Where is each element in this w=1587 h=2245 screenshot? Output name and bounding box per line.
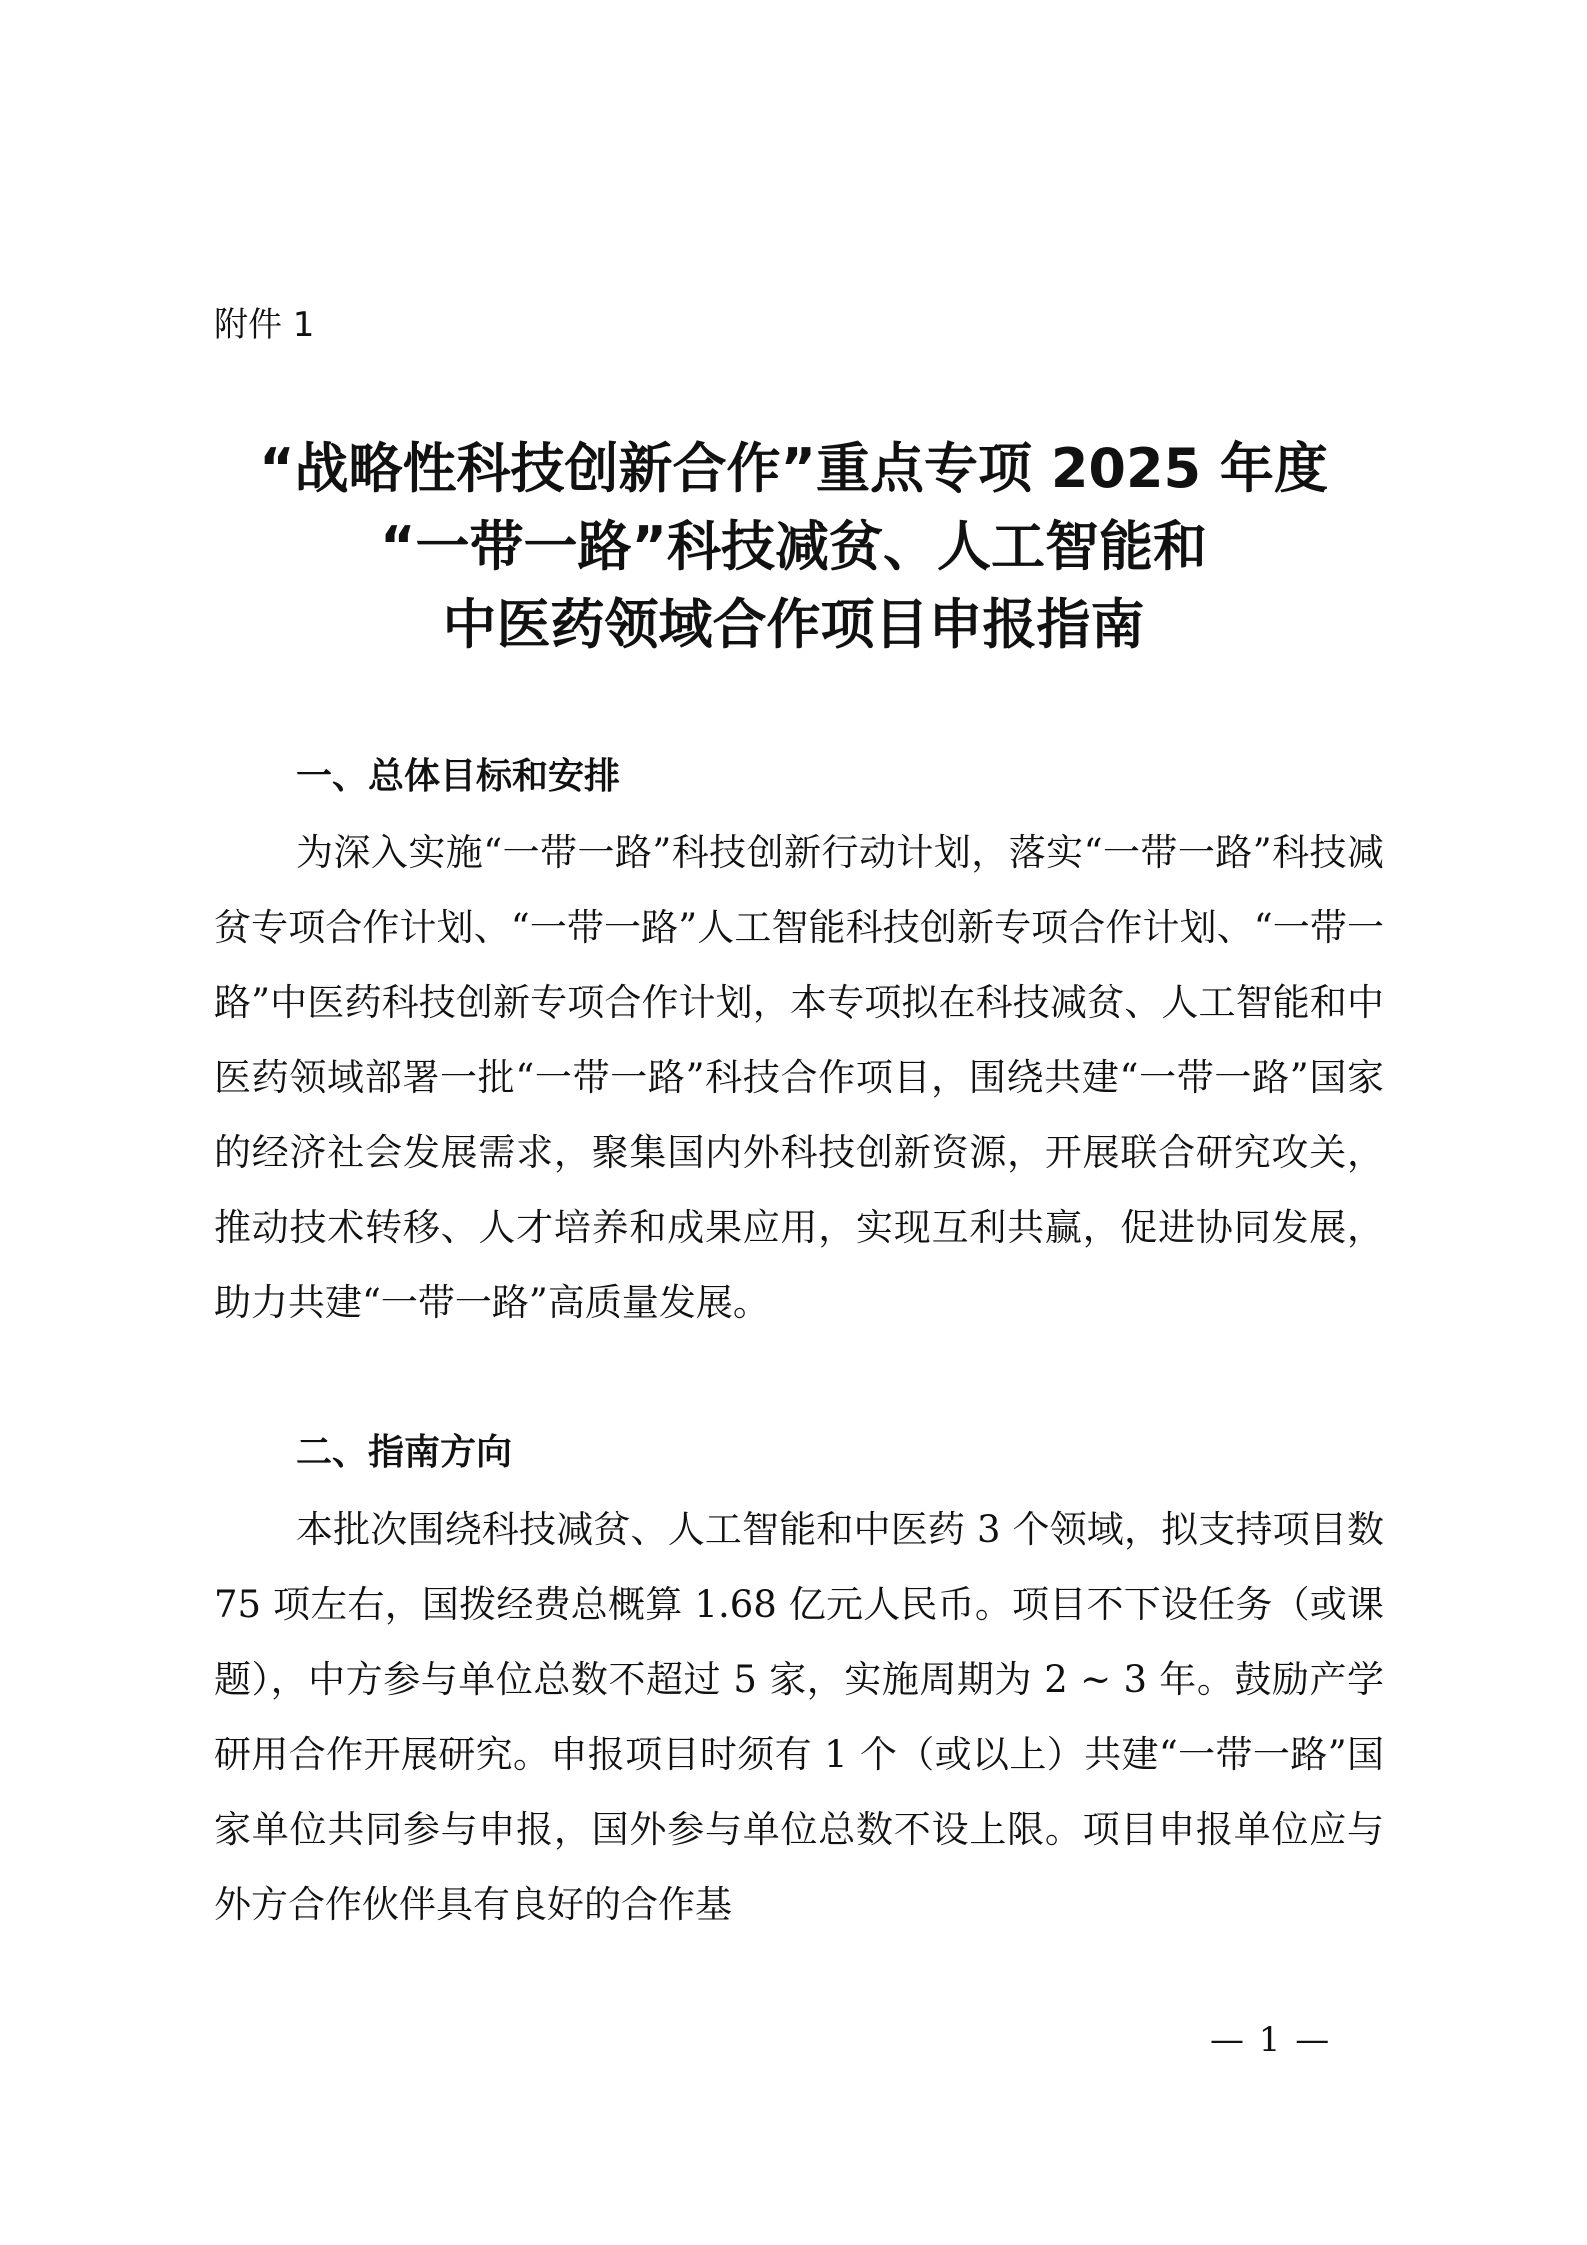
section-paragraph-2: 本批次围绕科技减贫、人工智能和中医药 3 个领域，拟支持项目数 75 项左右，国拨经费总概算 1.68 亿元人民币。项目不下设任务（或课题），中方参与单位总数不超过 5 家，实施周期为 2 ~ 3 年。鼓励产学研用合作开展研究。申报项目时须有 1 个（或以上）共建“一带一路”国家单位共同参与申报，国外参与单位总数不设上限。项目申报单位应与外方合作伙伴具有良好的合作基 — [214, 1508, 1384, 1926]
title-line-2: “一带一路”科技减贫、人工智能和 — [380, 515, 1207, 578]
section-heading-2: 二、指南方向 — [296, 1432, 513, 1473]
section-heading-1: 一、总体目标和安排 — [296, 756, 621, 797]
title-line-3: 中医药领域合作项目申报指南 — [442, 593, 1145, 656]
page-number: — 1 — — [1210, 2020, 1332, 2060]
title-line-1: “战略性科技创新合作”重点专项 2025 年度 — [259, 437, 1328, 500]
attachment-label: 附件 1 — [214, 305, 315, 345]
section-paragraph-1: 为深入实施“一带一路”科技创新行动计划，落实“一带一路”科技减贫专项合作计划、“一带一路”人工智能科技创新专项合作计划、“一带一路”中医药科技创新专项合作计划，本专项拟在科技减贫、人工智能和中医药领域部署一批“一带一路”科技合作项目，围绕共建“一带一路”国家的经济社会发展需求，聚集国内外科技创新资源，开展联合研究攻关，推动技术转移、人才培养和成果应用，实现互利共赢，促进协同发展，助力共建“一带一路”高质量发展。 — [214, 831, 1384, 1324]
document-title — [0, 430, 1587, 664]
